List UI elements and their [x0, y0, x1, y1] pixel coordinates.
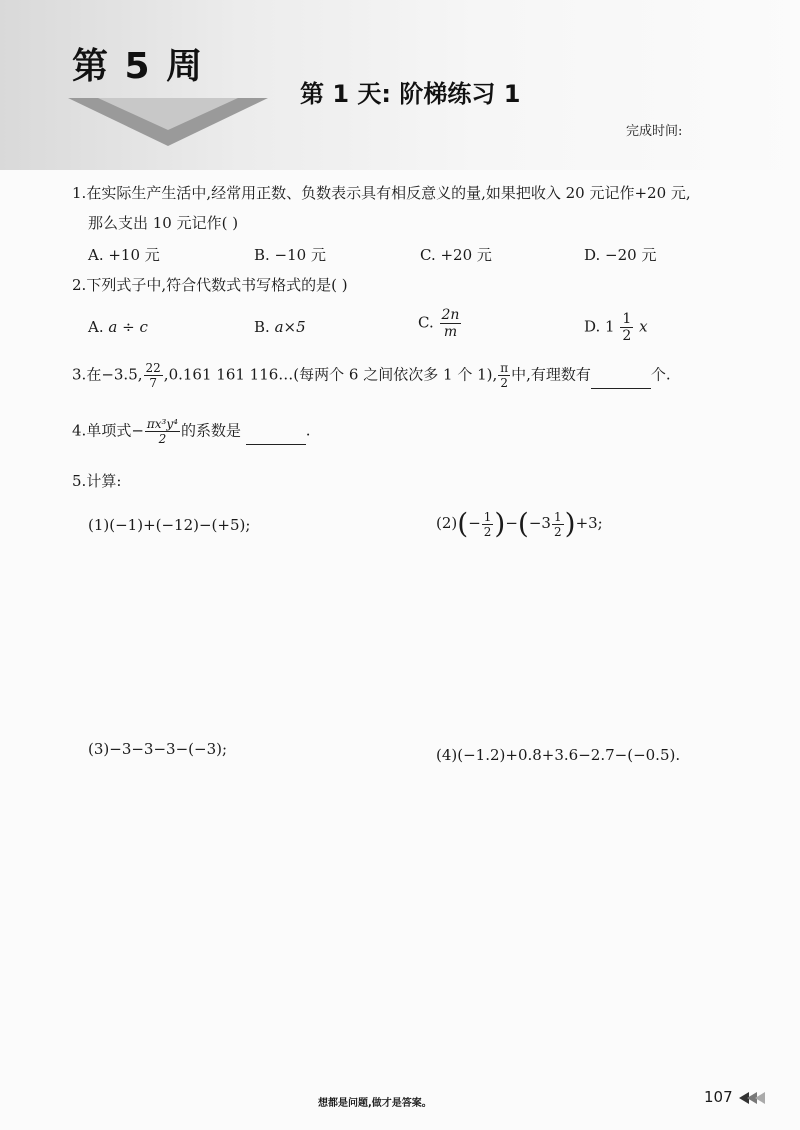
day-title: 第 1 天: 阶梯练习 1	[300, 80, 521, 108]
q1-option-b[interactable]: B. −10 元	[254, 246, 326, 264]
fraction-one-half	[552, 511, 564, 538]
banner-triangle-decoration	[68, 98, 308, 148]
fraction	[440, 308, 462, 339]
q5-label: 计算:	[86, 472, 122, 490]
q3-part2: ,0.161 161 116…(每两个 6 之间依次多 1 个 1),	[163, 365, 498, 384]
question-5	[72, 470, 121, 492]
variable: x	[639, 317, 648, 336]
minus-sign: −	[505, 514, 518, 532]
fraction-pi-2	[498, 362, 510, 389]
question-2	[72, 274, 348, 296]
numerator: 1	[483, 509, 492, 524]
question-number: 2.	[72, 276, 87, 294]
answer-blank[interactable]	[591, 374, 651, 389]
paren-open: (	[457, 507, 469, 540]
q3-part4: 个.	[650, 365, 671, 384]
denominator: 2	[553, 524, 562, 539]
numerator: πx³y⁴	[146, 417, 178, 431]
question-1-line2: 那么支出 10 元记作( )	[88, 214, 239, 232]
q4-part1: 单项式−	[86, 421, 144, 440]
q4-end: .	[305, 421, 311, 440]
option-letter: C.	[418, 313, 434, 332]
q5-part-2	[436, 507, 603, 540]
option-letter: D. 1	[584, 317, 615, 336]
option-expression: a ÷ c	[108, 318, 148, 336]
q3-part1: 在−3.5,	[86, 365, 143, 384]
fraction-one-half	[482, 511, 494, 538]
denominator: 2	[483, 524, 492, 539]
question-1-line1: 在实际生产生活中,经常用正数、负数表示具有相反意义的量,如果把收入 20 元记作+20 元,	[86, 184, 691, 202]
page-number	[704, 1088, 767, 1106]
question-number: 3.	[72, 365, 87, 384]
q2-option-b[interactable]	[254, 318, 306, 336]
q5-part-4: (4)(−1.2)+0.8+3.6−2.7−(−0.5).	[436, 746, 681, 764]
minus-sign: −	[468, 514, 481, 532]
denominator: 2	[500, 376, 509, 390]
q5-part-3: (3)−3−3−3−(−3);	[88, 740, 228, 758]
page-number-text: 107	[704, 1088, 733, 1106]
paren-close: )	[564, 507, 576, 540]
q1-option-c[interactable]: C. +20 元	[420, 246, 492, 264]
numerator: 2n	[441, 307, 460, 323]
question-1	[72, 182, 691, 204]
mixed-number-whole: −3	[528, 514, 551, 532]
question-number: 1.	[72, 184, 87, 202]
week-label: 第 5 周	[72, 46, 205, 87]
option-letter: B.	[254, 318, 270, 336]
numerator: 1	[553, 509, 562, 524]
q5-part-1: (1)(−1)+(−12)−(+5);	[88, 516, 251, 534]
completion-time-label: 完成时间:	[626, 124, 683, 139]
paren-open: (	[517, 507, 529, 540]
q2-option-a[interactable]	[88, 318, 148, 336]
question-2-text: 下列式子中,符合代数式书写格式的是( )	[86, 276, 348, 294]
denominator: m	[443, 324, 458, 340]
fraction-22-7	[144, 362, 163, 389]
q2-option-c[interactable]	[418, 308, 462, 339]
q4-part2: 的系数是	[180, 421, 241, 440]
q5-part-2-tail: +3;	[575, 514, 603, 532]
denominator: 2	[622, 328, 632, 344]
paren-close: )	[494, 507, 506, 540]
answer-blank[interactable]	[246, 430, 306, 445]
q1-option-a[interactable]: A. +10 元	[88, 246, 160, 264]
option-expression: a×5	[274, 318, 306, 336]
q3-part3: 中,有理数有	[511, 365, 591, 384]
q1-option-d[interactable]: D. −20 元	[584, 246, 657, 264]
fraction-monomial	[145, 418, 180, 445]
part-label: (2)	[436, 514, 458, 532]
numerator: π	[500, 361, 509, 375]
question-4	[72, 418, 311, 445]
question-3	[72, 362, 671, 389]
footer-motto: 想都是问题,做才是答案。	[318, 1098, 432, 1109]
q2-option-d[interactable]	[584, 312, 648, 343]
numerator: 22	[145, 361, 161, 375]
denominator: 2	[158, 432, 167, 446]
question-number: 4.	[72, 421, 87, 440]
denominator: 7	[149, 376, 157, 390]
option-letter: A.	[88, 318, 104, 336]
double-arrow-left-icon	[737, 1091, 767, 1105]
question-number: 5.	[72, 472, 87, 490]
fraction	[620, 312, 633, 343]
numerator: 1	[622, 311, 632, 327]
